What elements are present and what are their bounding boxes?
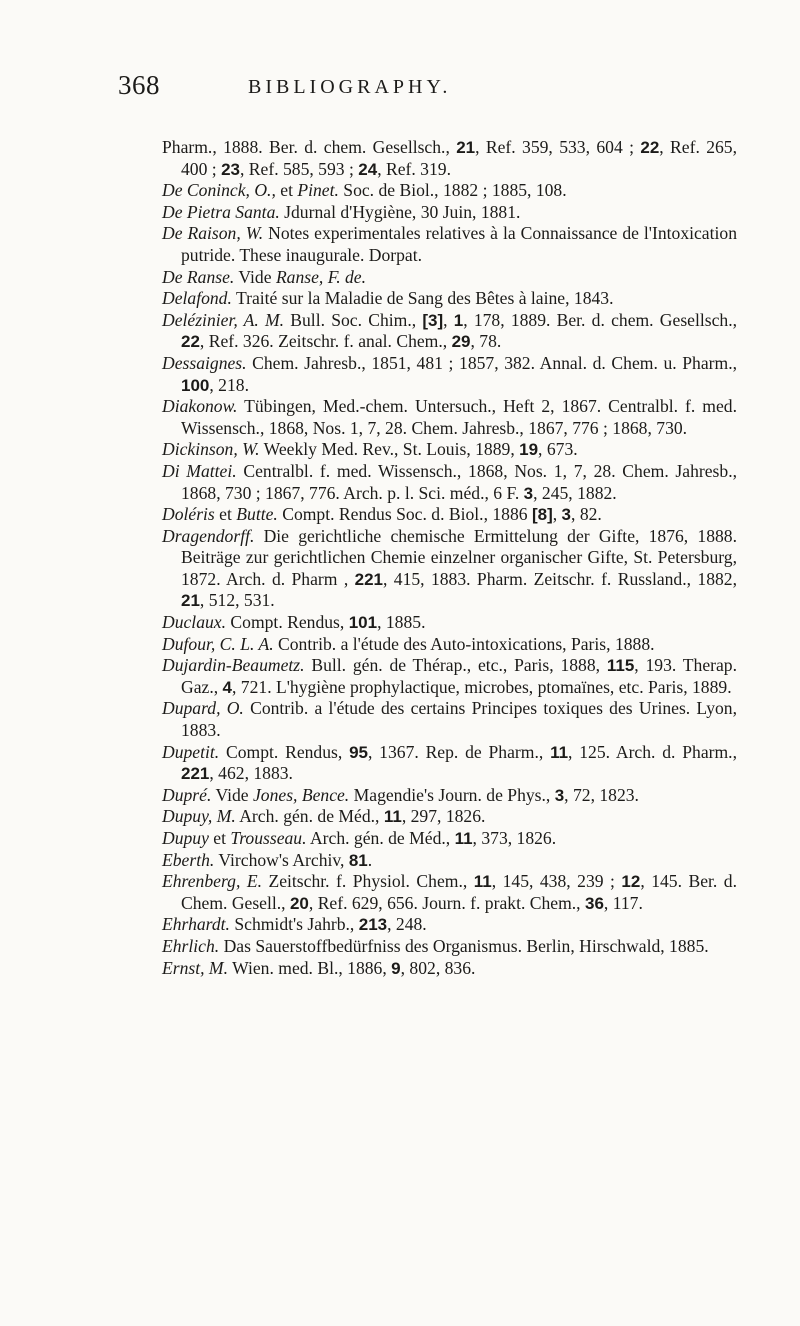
citation-text: Vide (234, 266, 276, 287)
citation-text: , 373, 1826. (472, 828, 557, 848)
bibliography-entry (162, 785, 737, 807)
citation-text: et (214, 504, 237, 525)
citation-text: , Ref. 319. (377, 158, 451, 179)
bibliography-entry (162, 353, 737, 396)
volume-number: 21 (181, 591, 200, 611)
citation-text: et (208, 828, 231, 848)
bibliography-entry (162, 634, 737, 656)
citation-text: . (367, 849, 373, 870)
volume-number: 213 (358, 915, 388, 935)
entry-author: Dessaignes. (162, 352, 247, 373)
volume-number: 11 (473, 872, 492, 892)
entry-author: De Coninck, O., (162, 180, 276, 201)
entry-author: Eberth. (162, 849, 215, 870)
citation-text: , 673. (538, 439, 578, 460)
bibliography-entry (162, 806, 737, 828)
bibliography-entry (162, 223, 737, 266)
bibliography-entry (162, 936, 737, 958)
citation-text: Das Sauerstoffbedürfniss des Organismus. Berlin, Hirschwald, 1885. (219, 935, 709, 956)
entry-author: De Pietra Santa. (162, 201, 280, 222)
entry-author: Ehrenberg, E. (162, 871, 262, 892)
volume-number: 11 (383, 807, 402, 827)
volume-number: 95 (349, 742, 368, 762)
citation-text: , Ref. 585, 593 ; (240, 158, 359, 179)
citation-text: , 512, 531. (199, 590, 275, 611)
citation-text: , 1367. Rep. de Pharm., (367, 741, 551, 762)
entry-author: Dupetit. (162, 741, 220, 762)
citation-text: , 117. (603, 892, 643, 913)
volume-number: 36 (584, 893, 604, 913)
citation-text: , 193. Therap. Gaz., (181, 655, 737, 697)
citation-text: , 248. (387, 914, 427, 935)
citation-text: Notes experimentales relatives à la Connaissance de l'Intoxication putride. These inaugurale. Dorpat. (181, 223, 737, 265)
citation-text: Weekly Med. Rev., St. Louis, 1889, (259, 439, 520, 460)
citation-text: Zeitschr. f. Physiol. Chem., (261, 871, 474, 892)
citation-text: Magendie's Journ. de Phys., (349, 784, 555, 805)
volume-number: 11 (550, 742, 569, 762)
volume-number: 1 (453, 310, 464, 330)
volume-number: 3 (554, 785, 565, 805)
citation-text: , Ref. 359, 533, 604 ; (475, 137, 641, 157)
citation-text: Contrib. a l'étude des Auto-intoxications, Paris, 1888. (273, 633, 655, 654)
bibliography-entry (162, 828, 737, 850)
bibliography-entry (162, 850, 737, 872)
citation-text: , 415, 1883. Pharm. Zeitschr. f. Russland., 1882, (383, 568, 737, 589)
entry-author: De Raison, W. (162, 223, 264, 244)
volume-number: [8] (531, 505, 553, 525)
volume-number: 11 (454, 829, 473, 848)
entry-author: Diakonow. (162, 396, 238, 417)
volume-number: 115 (606, 656, 635, 676)
volume-number: 22 (181, 332, 200, 352)
bibliography-entry (162, 310, 737, 353)
bibliography-entry (162, 655, 737, 698)
bibliography-entry (162, 526, 737, 612)
entry-author: Dupuy, M. (162, 806, 236, 827)
volume-number: 101 (348, 613, 378, 633)
citation-text: , 1885. (377, 612, 426, 633)
bibliography-entry (162, 180, 737, 202)
running-title: BIBLIOGRAPHY. (248, 76, 452, 98)
co-author: Trousseau. (230, 828, 307, 848)
entry-author: Ernst, M. (162, 957, 228, 978)
citation-text: , (552, 504, 562, 525)
volume-number: 81 (348, 850, 368, 870)
volume-number: 9 (391, 958, 401, 978)
bibliography-entry (162, 612, 737, 634)
entry-author: Delézinier, A. M. (162, 309, 285, 330)
citation-text: Compt. Rendus, (226, 612, 349, 633)
volume-number: 221 (181, 764, 210, 784)
bibliography-entry (162, 871, 737, 914)
citation-text: Arch. gén. de Méd., (235, 806, 384, 827)
citation-text: Traité sur la Maladie de Sang des Bêtes à laine, 1843. (231, 288, 614, 309)
bibliography-entry (162, 288, 737, 310)
volume-number: 29 (451, 332, 471, 352)
citation-text: Tübingen, Med.-chem. Untersuch., Heft 2, 1867. Centralbl. f. med. Wissensch., 1868, Nos. 1, 7, 28. Chem. Jahresb., 1867, 776 ; 1868, 730. (181, 396, 737, 438)
citation-text: Soc. de Biol., 1882 ; 1885, 108. (338, 180, 567, 201)
entry-author: Duclaux. (162, 612, 227, 633)
citation-text: , 178, 1889. Ber. d. chem. Gesellsch., (463, 309, 737, 330)
entry-author: Dupré. (162, 784, 212, 805)
volume-number: 24 (358, 159, 378, 179)
citation-text: , 125. Arch. d. Pharm., (568, 741, 737, 762)
bibliography-entry (162, 461, 737, 504)
co-author: Butte. (236, 504, 278, 525)
entry-author: Di Mattei. (162, 460, 237, 481)
bibliography-entry (162, 202, 737, 224)
citation-text: , 145, 438, 239 ; (491, 871, 622, 892)
bibliography-entry (162, 698, 737, 741)
citation-text: , 245, 1882. (533, 482, 617, 503)
citation-text: , Ref. 629, 656. Journ. f. prakt. Chem., (308, 892, 585, 913)
bibliography-entry (162, 396, 737, 439)
citation-text: Die gerichtliche chemische Ermittelung der Gifte, 1876, 1888. Beiträge zur gerichtlichen Chemie einzelner organischer Gifte, St. Petersburg, 1872. Arch. d. Pharm , (181, 525, 737, 589)
citation-text: , Ref. 326. Zeitschr. f. anal. Chem., (199, 331, 452, 352)
volume-number: 221 (354, 569, 383, 589)
citation-text: , 72, 1823. (564, 784, 639, 805)
volume-number: 4 (222, 677, 232, 697)
volume-number: 12 (621, 872, 641, 892)
citation-text: Centralbl. f. med. Wissensch., 1868, Nos. 1, 7, 28. Chem. Jahresb., 1868, 730 ; 1867, 776. Arch. p. l. Sci. méd., 6 F. (181, 460, 737, 503)
citation-text: , 462, 1883. (209, 763, 293, 784)
entry-author: Dujardin-Beaumetz. (162, 655, 305, 676)
citation-text: , (443, 309, 454, 330)
bibliography-entry (162, 958, 737, 980)
page-number: 368 (118, 70, 160, 100)
co-author: Ranse, F. de. (275, 266, 367, 287)
entry-author: Ehrlich. (162, 935, 220, 956)
entry-author: Dickinson, W. (162, 439, 260, 460)
entry-author: Dufour, C. L. A. (162, 633, 274, 654)
bibliography-entry (162, 439, 737, 461)
volume-number: 3 (561, 505, 572, 525)
citation-text: Contrib. a l'étude des certains Principes toxiques des Urines. Lyon, 1883. (181, 698, 737, 741)
bibliography-entry (162, 504, 737, 526)
page-header (0, 70, 800, 110)
citation-text: Compt. Rendus, (219, 741, 350, 762)
bibliography-list (162, 137, 737, 979)
citation-text: Schmidt's Jahrb., (229, 914, 359, 935)
entry-author: De Ranse. (162, 266, 235, 287)
citation-text: , 145. Ber. d. Chem. Gesell., (181, 871, 737, 913)
citation-text: , 297, 1826. (401, 806, 486, 827)
volume-number: 21 (456, 138, 476, 157)
volume-number: 19 (519, 440, 539, 460)
citation-text: Compt. Rendus Soc. d. Biol., 1886 (277, 504, 532, 525)
bibliography-entry (162, 267, 737, 289)
citation-text: Bull. gén. de Thérap., etc., Paris, 1888, (304, 655, 607, 676)
citation-text: , 802, 836. (400, 957, 476, 978)
bibliography-entry (162, 742, 737, 785)
bibliography-entry (162, 914, 737, 936)
volume-number: 23 (221, 159, 240, 179)
citation-text: Chem. Jahresb., 1851, 481 ; 1857, 382. Annal. d. Chem. u. Pharm., (246, 352, 737, 373)
citation-text: Vide (211, 784, 253, 805)
citation-text: Wien. med. Bl., 1886, (227, 957, 392, 978)
entry-author: Dupard, O. (162, 698, 244, 719)
citation-text: Arch. gén. de Méd., (306, 828, 455, 848)
volume-number: 20 (289, 893, 309, 913)
citation-text: Virchow's Archiv, (214, 849, 349, 870)
co-author: Jones, Bence. (252, 784, 350, 805)
entry-author: Dragendorff. (162, 525, 255, 546)
volume-number: [3] (422, 310, 444, 330)
citation-text: et (275, 180, 298, 201)
volume-number: 22 (640, 138, 660, 157)
entry-author: Doléris (162, 504, 215, 525)
citation-text: Pharm., 1888. Ber. d. chem. Gesellsch., (162, 137, 457, 157)
bibliography-entry (162, 137, 737, 180)
volume-number: 100 (181, 375, 210, 395)
citation-text: Bull. Soc. Chim., (284, 309, 423, 330)
citation-text: Jdurnal d'Hygiène, 30 Juin, 1881. (279, 201, 521, 222)
entry-author: Dupuy (162, 828, 209, 848)
entry-author: Delafond. (162, 288, 232, 309)
citation-text: , Ref. 265, 400 ; (181, 137, 737, 179)
co-author: Pinet. (297, 180, 339, 201)
entry-author: Ehrhardt. (162, 914, 230, 935)
citation-text: , 721. L'hygiène prophylactique, microbes, ptomaïnes, etc. Paris, 1889. (232, 676, 732, 697)
citation-text: , 82. (571, 504, 602, 525)
citation-text: , 218. (209, 374, 249, 395)
volume-number: 3 (523, 483, 534, 503)
citation-text: , 78. (470, 331, 502, 352)
